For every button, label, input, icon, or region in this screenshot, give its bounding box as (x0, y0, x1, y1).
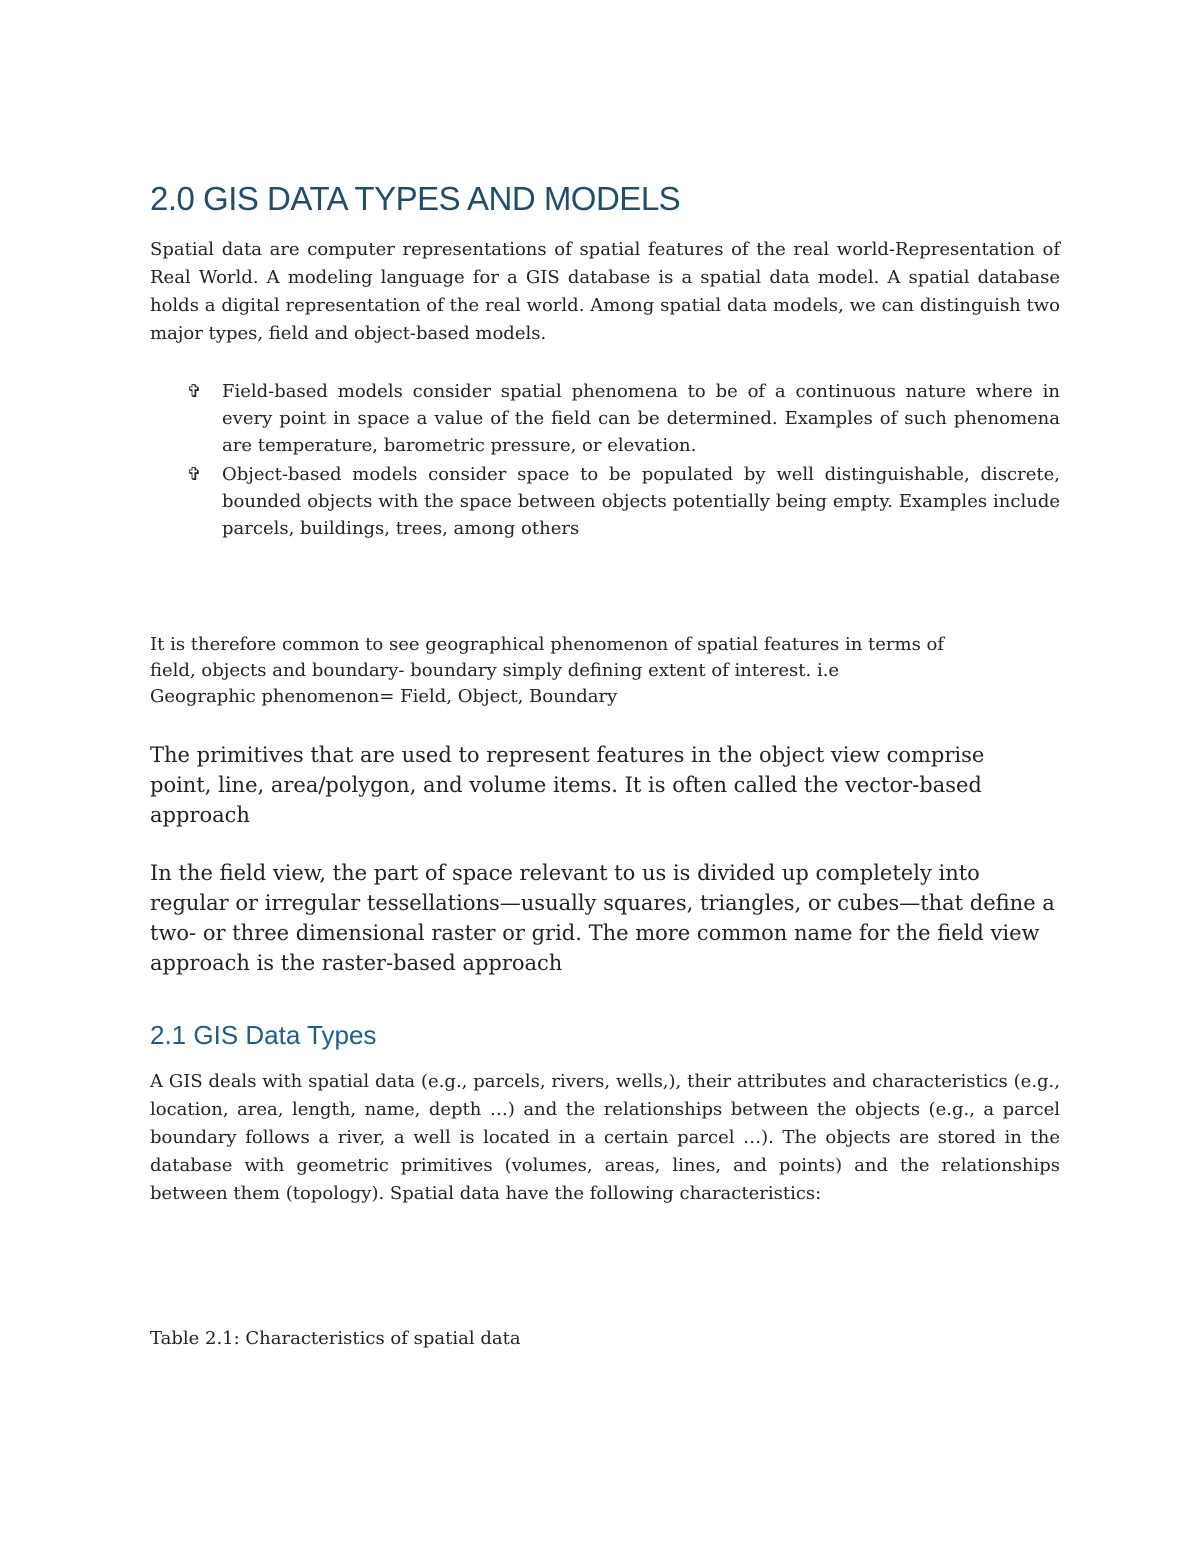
intro-paragraph: Spatial data are computer representations of spatial features of the real world-Representation of Real World. A modeling language for a GIS database is a spatial data model. A spatial database holds a digital representation of the real world. Among spatial data models, we can distinguish two major types, field and object-based models. (150, 239, 1060, 344)
model-bullet-list (150, 378, 1060, 544)
paragraph-line: field, objects and boundary- boundary simply defining extent of interest. i.e (150, 660, 840, 681)
sub-heading: 2.1 GIS Data Types (150, 1020, 377, 1050)
main-heading: 2.0 GIS DATA TYPES AND MODELS (150, 180, 681, 217)
bullet-object-based (150, 461, 1060, 542)
geographic-phenomenon-paragraph (150, 632, 1050, 710)
cross-bullet-icon: ✞ (186, 381, 202, 402)
table-caption: Table 2.1: Characteristics of spatial data (150, 1328, 521, 1349)
paragraph-line: Geographic phenomenon= Field, Object, Boundary (150, 686, 618, 707)
paragraph-line: It is therefore common to see geographical phenomenon of spatial features in terms of (150, 634, 945, 655)
gis-data-paragraph: A GIS deals with spatial data (e.g., parcels, rivers, wells,), their attributes and characteristics (e.g., location, area, length, name, depth …) and the relationships between the objects (e.g., a parcel boundary follows a river, a well is located in a certain parcel …). The objects are stored in the database with geometric primitives (volumes, areas, lines, and points) and the relationships between them (topology). Spatial data have the following characteristics: (150, 1071, 1060, 1204)
primitives-paragraph: The primitives that are used to represent features in the object view comprise point, line, area/polygon, and volume items. It is often called the vector-based approach (150, 743, 985, 827)
cross-bullet-icon: ✞ (186, 464, 202, 485)
field-view-paragraph: In the field view, the part of space relevant to us is divided up completely into regular or irregular tessellations—usually squares, triangles, or cubes—that define a two- or three dimensional raster or grid. The more common name for the field view approach is the raster-based approach (150, 861, 1055, 975)
bullet-text: Field-based models consider spatial phenomena to be of a continuous nature where in every point in space a value of the field can be determined. Examples of such phenomena are temperature, barometric pressure, or elevation. (222, 381, 1060, 456)
bullet-field-based (150, 378, 1060, 459)
bullet-text: Object-based models consider space to be populated by well distinguishable, discrete, bounded objects with the space between objects potentially being empty. Examples include parcels, buildings, trees, among others (222, 464, 1060, 539)
